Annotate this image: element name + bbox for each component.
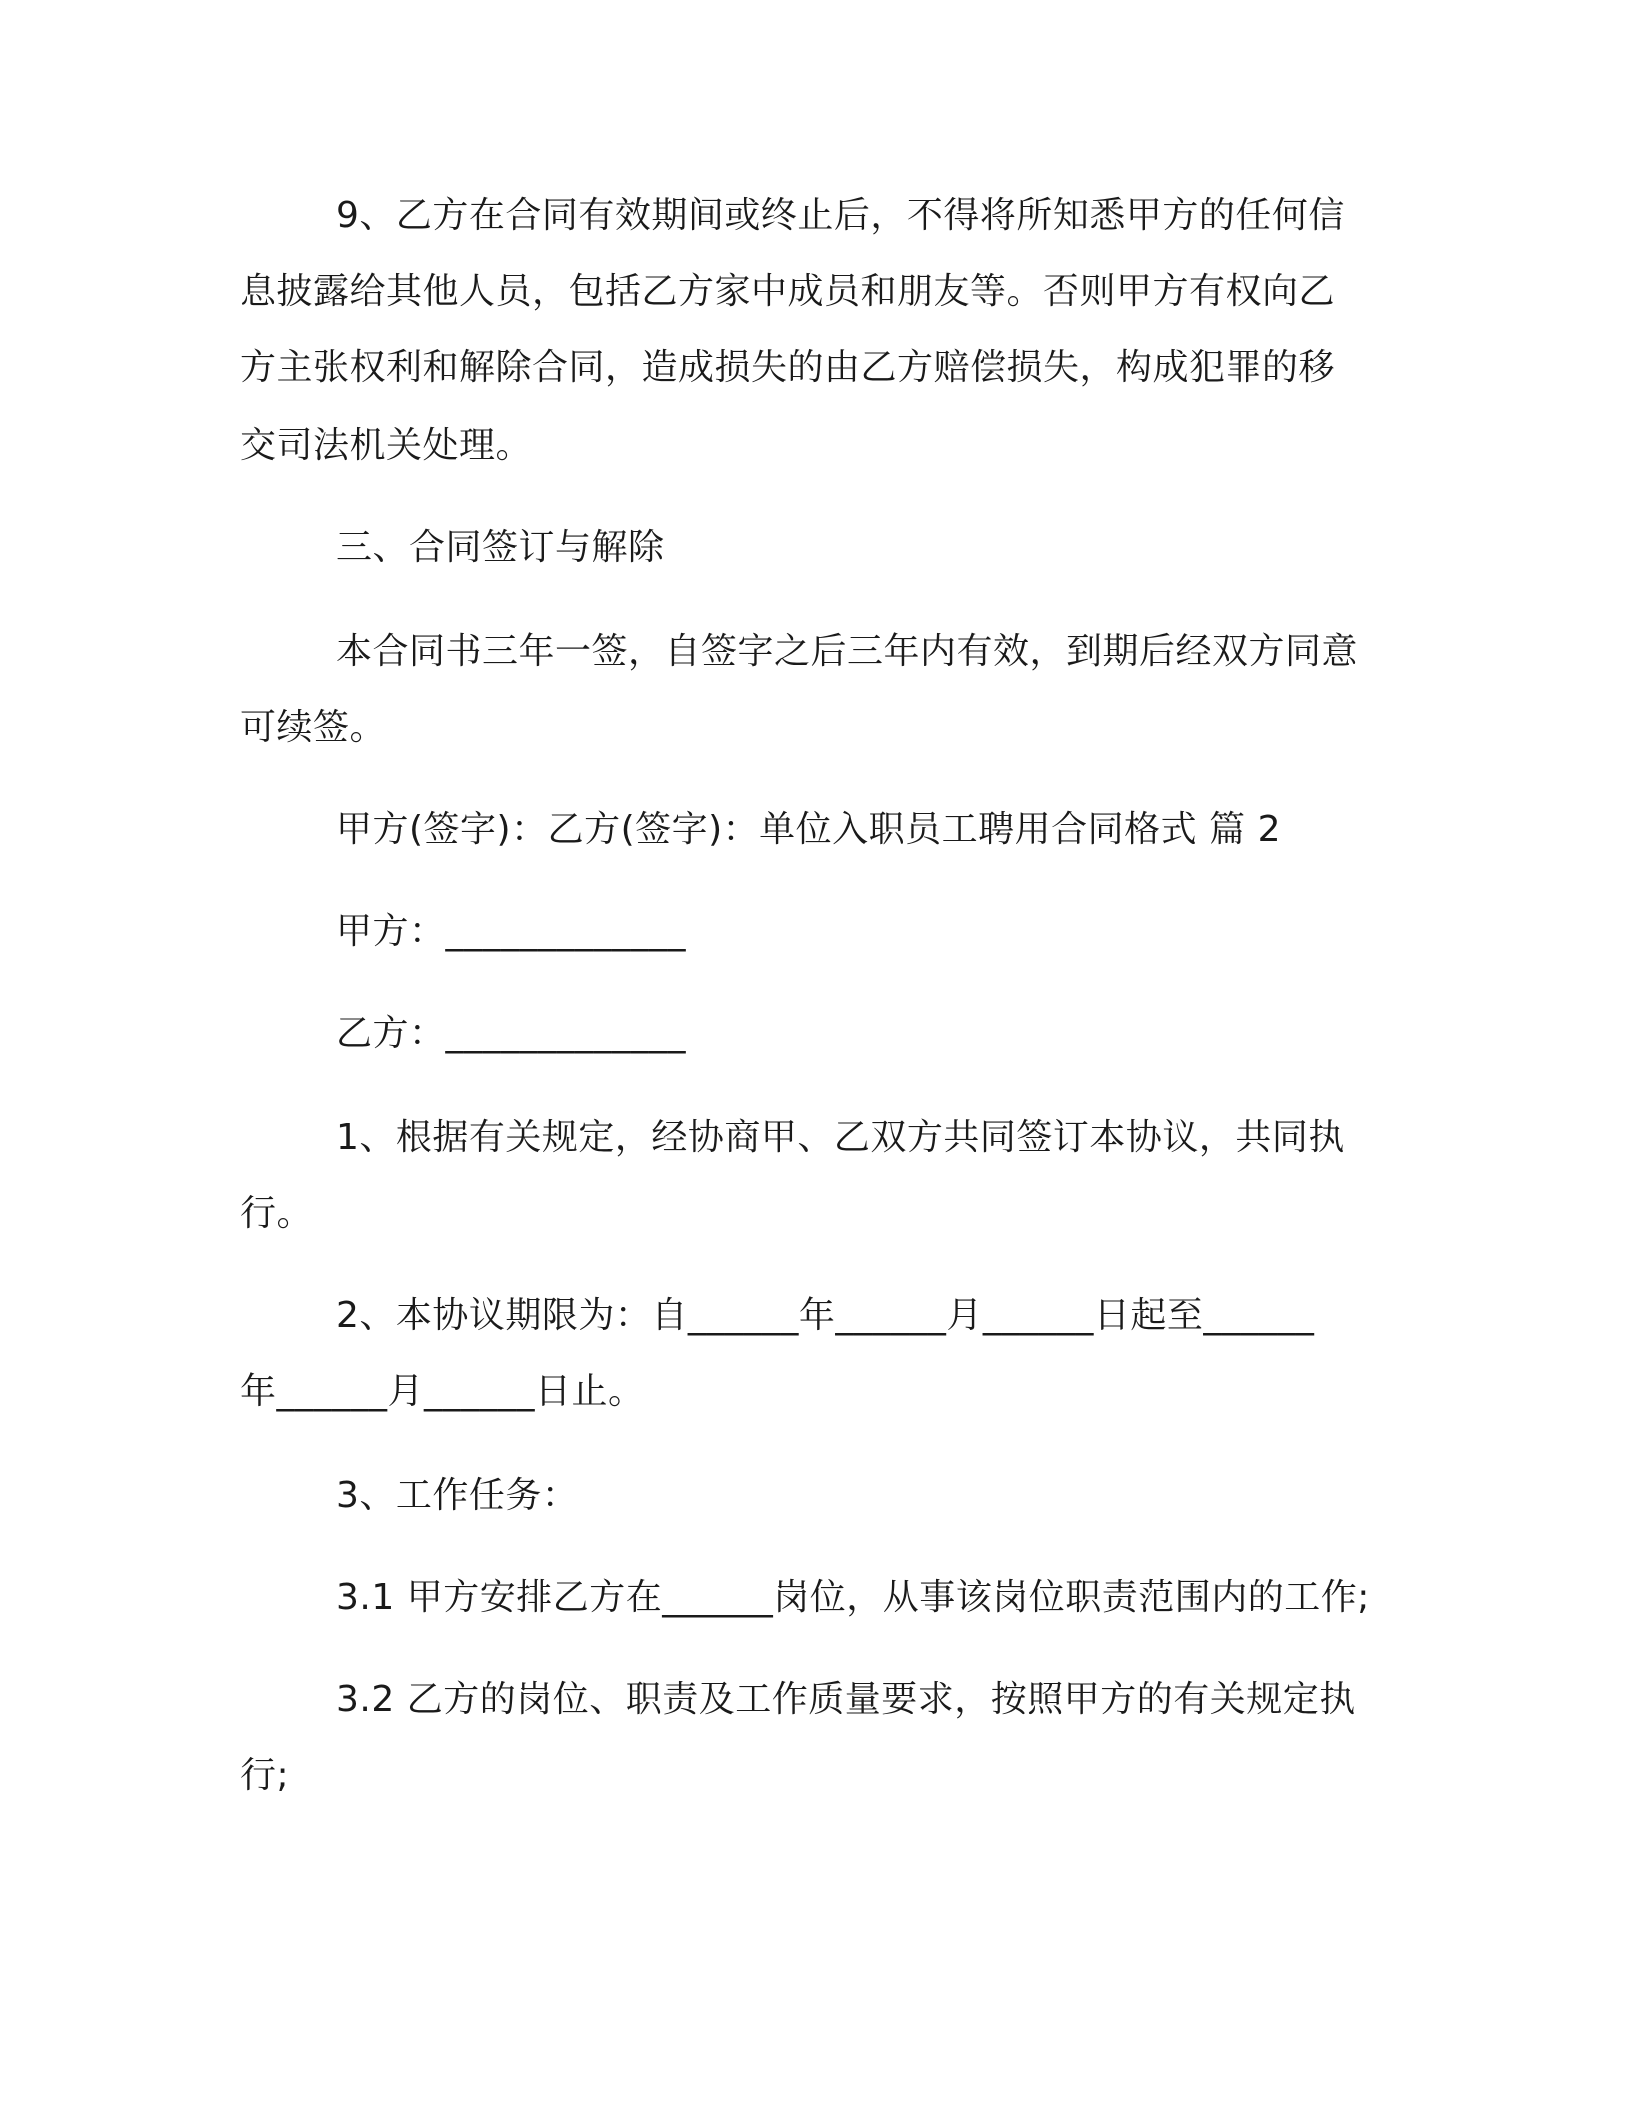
item-2-line-1: 2、本协议期限为：自______年______月______日起至______ — [336, 1295, 1315, 1336]
clause-9-line-1: 9、乙方在合同有效期间或终止后，不得将所知悉甲方的任何信 — [336, 195, 1345, 236]
party-a-field: 甲方：_____________ — [336, 911, 687, 952]
item-3-1: 3.1 甲方安排乙方在______岗位，从事该岗位职责范围内的工作; — [336, 1577, 1370, 1618]
section-3-heading: 三、合同签订与解除 — [336, 527, 665, 568]
clause-9-line-4: 交司法机关处理。 — [240, 425, 533, 466]
term-line-1: 本合同书三年一签，自签字之后三年内有效，到期后经双方同意 — [336, 631, 1359, 672]
item-3-heading: 3、工作任务： — [336, 1475, 579, 1516]
item-3-2-line-2: 行; — [240, 1755, 290, 1796]
clause-9-line-3: 方主张权利和解除合同，造成损失的由乙方赔偿损失，构成犯罪的移 — [240, 347, 1336, 388]
item-1-line-2: 行。 — [240, 1193, 314, 1234]
party-b-field: 乙方：_____________ — [336, 1013, 687, 1054]
term-line-2: 可续签。 — [240, 707, 387, 748]
item-3-2-line-1: 3.2 乙方的岗位、职责及工作质量要求，按照甲方的有关规定执 — [336, 1679, 1356, 1720]
item-2-line-2: 年______月______日止。 — [240, 1371, 645, 1412]
signatures-and-title: 甲方(签字)：乙方(签字)：单位入职员工聘用合同格式 篇 2 — [336, 809, 1281, 850]
item-1-line-1: 1、根据有关规定，经协商甲、乙双方共同签订本协议，共同执 — [336, 1117, 1345, 1158]
clause-9-line-2: 息披露给其他人员，包括乙方家中成员和朋友等。否则甲方有权向乙 — [240, 271, 1336, 312]
